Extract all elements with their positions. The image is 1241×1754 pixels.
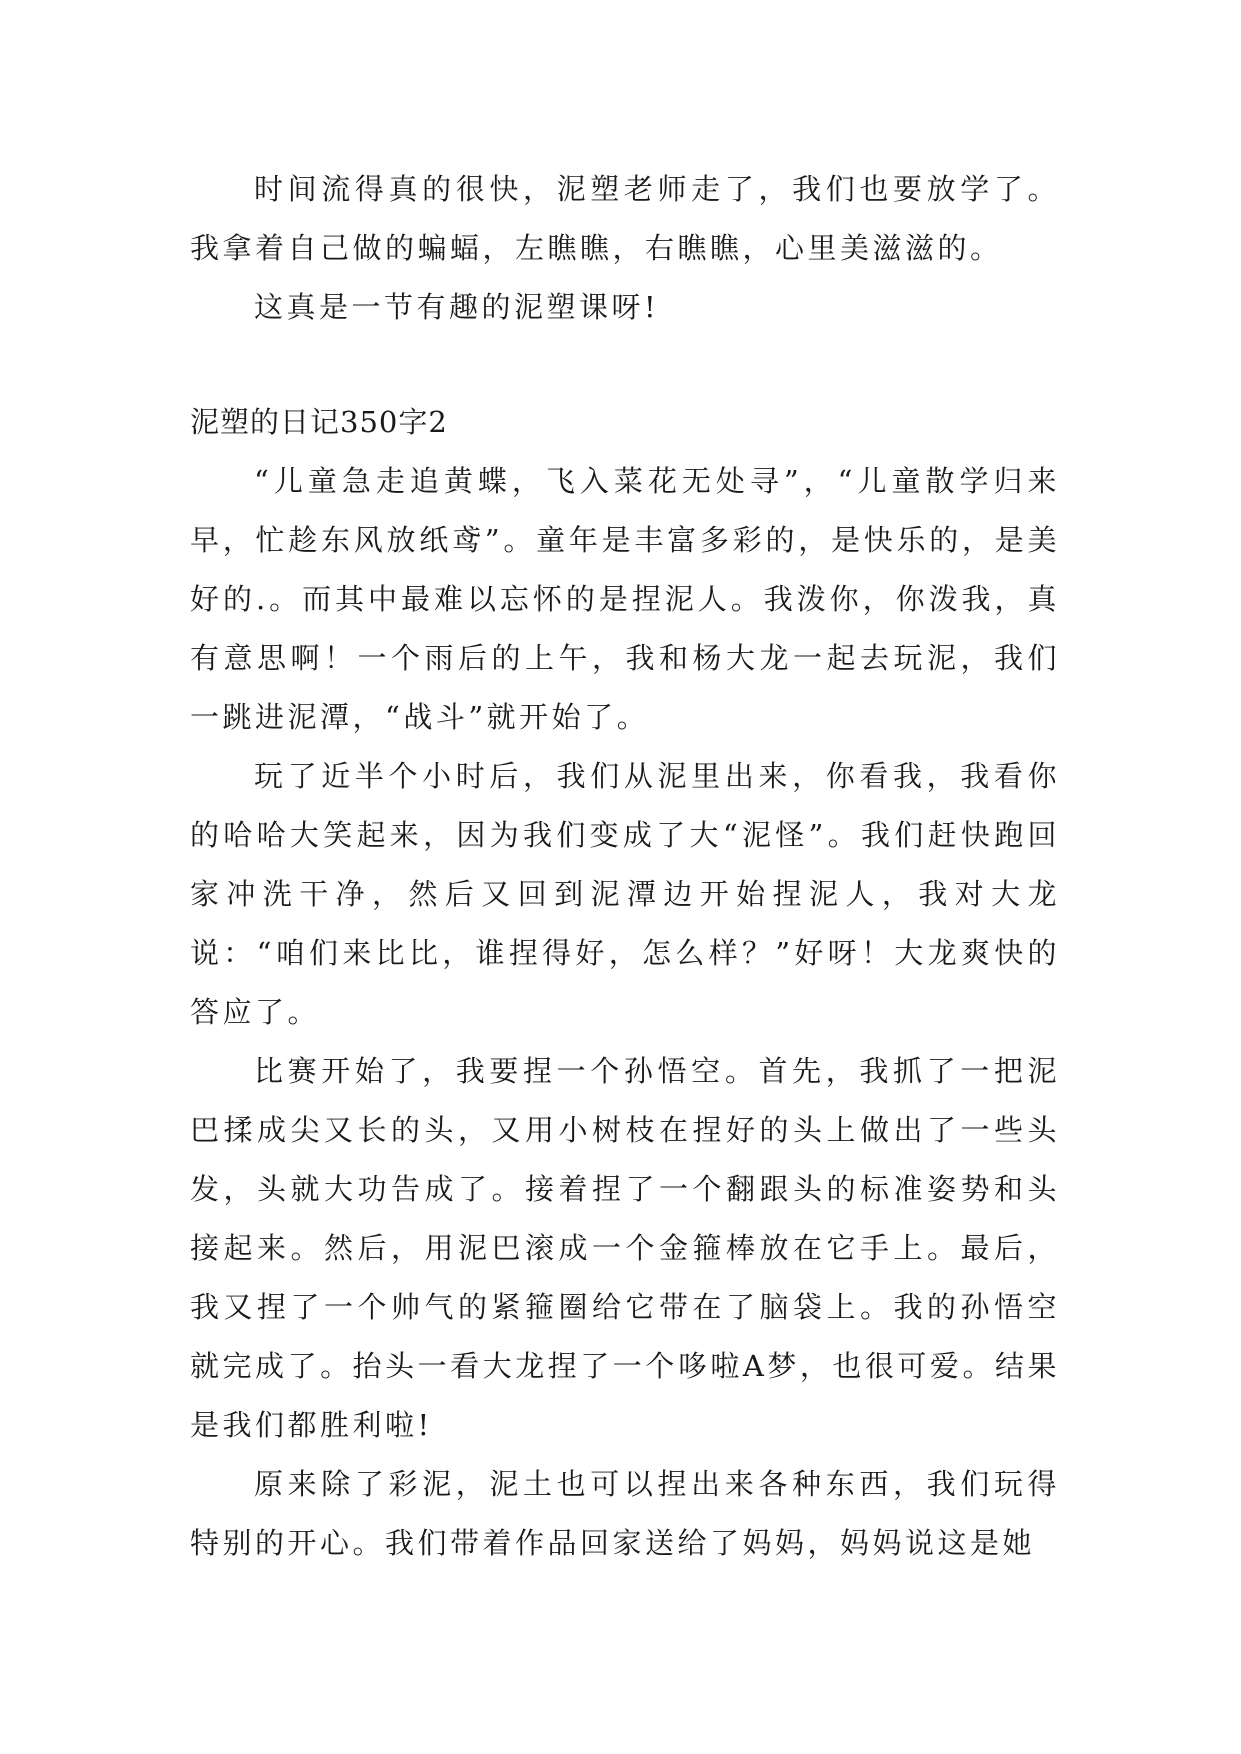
paragraph: 比赛开始了，我要捏一个孙悟空。首先，我抓了一把泥巴揉成尖又长的头，又用小树枝在捏好的头上做出了一些头发，头就大功告成了。接着捏了一个翻跟头的标准姿势和头接起来。然后，用泥巴滚成一个金箍棒放在它手上。最后，我又捏了一个帅气的紧箍圈给它带在了脑袋上。我的孙悟空就完成了。抬头一看大龙捏了一个哆啦A梦，也很可爱。结果是我们都胜利啦! xyxy=(190,1054,1060,1442)
document-body xyxy=(190,160,1060,1573)
paragraph: “儿童急走追黄蝶，飞入菜花无处寻”，“儿童散学归来早，忙趁东风放纸鸢”。童年是丰富多彩的，是快乐的，是美好的.。而其中最难以忘怀的是捏泥人。我泼你，你泼我，真有意思啊！一个雨后的上午，我和杨大龙一起去玩泥，我们一跳进泥潭，“战斗”就开始了。 xyxy=(190,464,1060,734)
section-heading: 泥塑的日记350字2 xyxy=(190,405,448,439)
paragraph: 玩了近半个小时后，我们从泥里出来，你看我，我看你的哈哈大笑起来，因为我们变成了大“泥怪”。我们赶快跑回家冲洗干净，然后又回到泥潭边开始捏泥人，我对大龙说：“咱们来比比，谁捏得好，怎么样？”好呀！大龙爽快的答应了。 xyxy=(190,759,1060,1029)
paragraph: 原来除了彩泥，泥土也可以捏出来各种东西，我们玩得特别的开心。我们带着作品回家送给了妈妈，妈妈说这是她 xyxy=(190,1467,1060,1560)
paragraph: 时间流得真的很快，泥塑老师走了，我们也要放学了。我拿着自己做的蝙蝠，左瞧瞧，右瞧瞧，心里美滋滋的。 xyxy=(190,172,1060,265)
paragraph: 这真是一节有趣的泥塑课呀! xyxy=(254,290,660,324)
